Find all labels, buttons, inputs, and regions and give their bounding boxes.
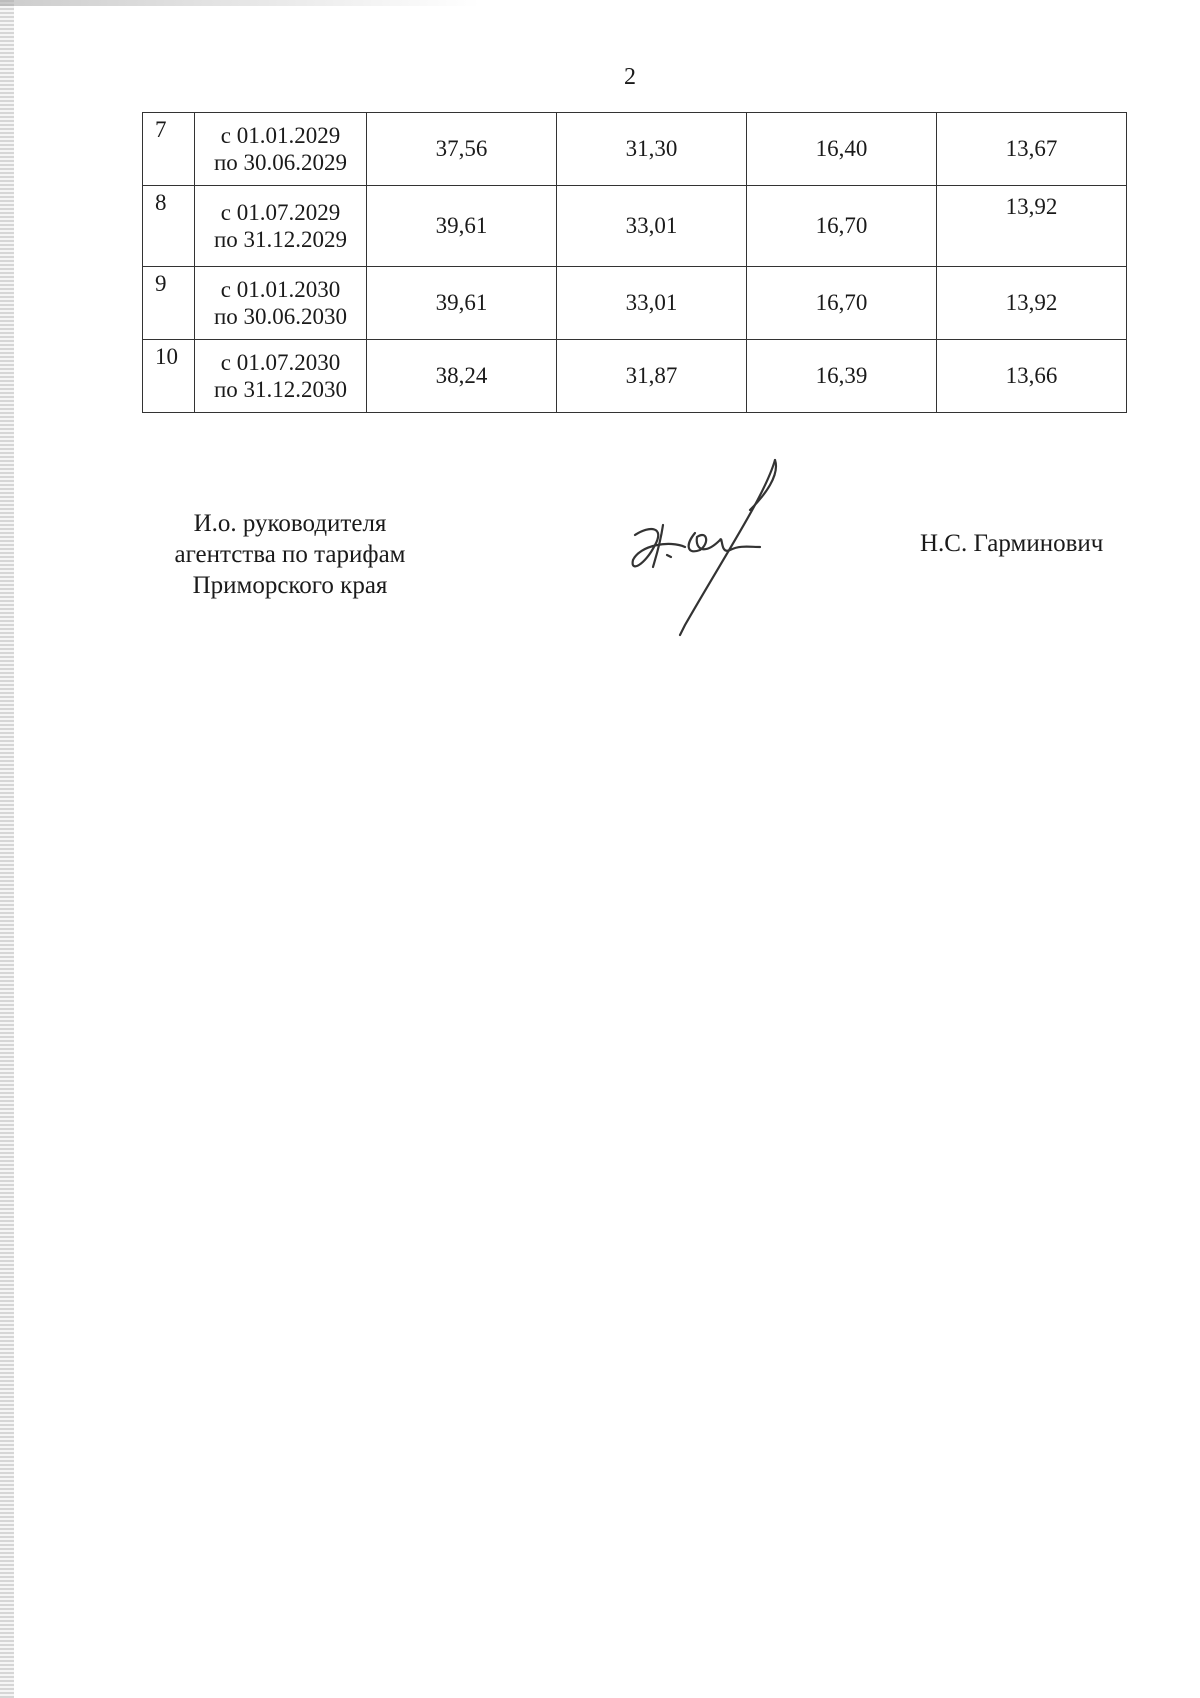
- tariff-value-cell: 13,92: [937, 267, 1127, 340]
- period-cell: [195, 267, 367, 340]
- period-cell: [195, 113, 367, 186]
- period-cell: [195, 340, 367, 413]
- tariff-value-cell: 33,01: [557, 267, 747, 340]
- table-row: [143, 267, 1127, 340]
- period-from: с 01.07.2029: [220, 200, 341, 225]
- tariff-value-cell: 13,66: [937, 340, 1127, 413]
- table-row: [143, 340, 1127, 413]
- signatory-position: [150, 508, 430, 601]
- tariff-value-cell: 13,67: [937, 113, 1127, 186]
- tariff-value-cell: 31,30: [557, 113, 747, 186]
- scan-edge: [0, 0, 14, 1698]
- tariff-value-cell: 16,39: [747, 340, 937, 413]
- tariff-value-cell: 39,61: [367, 267, 557, 340]
- period-from: с 01.01.2030: [220, 277, 341, 302]
- position-line: И.о. руководителя: [193, 510, 387, 537]
- row-number: 8: [143, 186, 195, 267]
- position-line: агентства по тарифам: [174, 541, 406, 568]
- row-number: 10: [143, 340, 195, 413]
- tariff-table: [142, 112, 1127, 413]
- tariff-value-cell: 39,61: [367, 186, 557, 267]
- tariff-value-cell: 16,70: [747, 267, 937, 340]
- row-number: 9: [143, 267, 195, 340]
- tariff-value-cell: 38,24: [367, 340, 557, 413]
- tariff-value-cell: 33,01: [557, 186, 747, 267]
- tariff-value-cell: 16,40: [747, 113, 937, 186]
- table-row: [143, 186, 1127, 267]
- period-to: по 30.06.2030: [213, 304, 348, 329]
- period-to: по 30.06.2029: [213, 150, 348, 175]
- handwritten-signature: [625, 455, 825, 640]
- page-number: 2: [624, 64, 636, 90]
- period-from: с 01.07.2030: [220, 350, 341, 375]
- tariff-value-cell: 16,70: [747, 186, 937, 267]
- scan-edge-top: [0, 0, 480, 6]
- tariff-value-cell: 13,92: [937, 186, 1127, 267]
- tariff-value-cell: 37,56: [367, 113, 557, 186]
- table-row: [143, 113, 1127, 186]
- period-to: по 31.12.2030: [213, 377, 348, 402]
- row-number: 7: [143, 113, 195, 186]
- period-cell: [195, 186, 367, 267]
- signatory-name: Н.С. Гарминович: [920, 530, 1104, 557]
- period-from: с 01.01.2029: [220, 123, 341, 148]
- tariff-value-cell: 31,87: [557, 340, 747, 413]
- position-line: Приморского края: [192, 572, 388, 599]
- period-to: по 31.12.2029: [213, 227, 348, 252]
